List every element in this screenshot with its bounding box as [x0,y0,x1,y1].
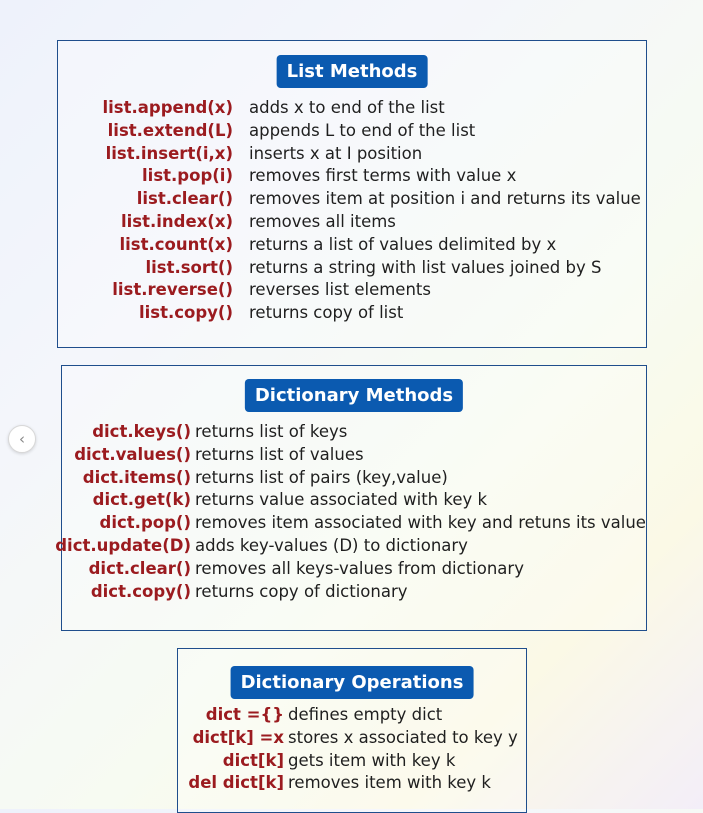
method-row [58,256,646,279]
method-row [178,749,526,772]
dictionary-methods-title: Dictionary Methods [245,379,463,412]
method-description: defines empty dict [288,705,443,724]
method-row [58,142,646,165]
method-name: list.sort() [145,257,233,277]
method-row [178,726,526,749]
list-methods-title: List Methods [277,55,428,88]
method-name: dict.clear() [88,558,191,578]
method-row [178,771,526,794]
method-name: list.copy() [138,303,233,323]
method-name: del dict[k] [188,773,284,793]
method-row [62,488,646,511]
method-description: inserts x at I position [249,143,423,163]
method-row [58,164,646,187]
method-name: list.clear() [136,189,233,209]
method-row [62,557,646,580]
method-description: gets item with key k [288,750,456,770]
method-row [178,703,526,726]
method-row [58,301,646,324]
method-name: dict.pop() [99,513,191,533]
dictionary-operations-title: Dictionary Operations [231,666,474,699]
method-description: returns list of pairs (key,value) [195,467,448,487]
method-name: dict[k] [222,750,284,770]
list-methods-card [57,40,647,348]
method-description: removes all keys-values from dictionary [195,558,524,578]
method-description: removes item at position i and returns its value [249,189,641,209]
method-description: returns list of keys [195,422,348,441]
method-description: reverses list elements [249,280,431,300]
method-description: stores x associated to key y [288,727,518,747]
chevron-left-icon[interactable]: ‹ [8,425,36,453]
method-row [58,96,646,119]
method-name: dict.items() [82,467,191,487]
method-description: removes item with key k [288,773,491,793]
method-description: adds key-values (D) to dictionary [195,536,468,555]
method-name: list.pop(i) [142,166,233,186]
dictionary-operations-card [177,648,527,813]
method-row [62,420,646,443]
method-name: dict.copy() [90,581,191,601]
method-row [62,466,646,489]
method-description: returns a list of values delimited by x [249,234,557,254]
method-row [58,233,646,256]
method-row [62,443,646,466]
method-row [58,278,646,301]
method-description: returns copy of dictionary [195,581,408,601]
method-row [55,534,646,557]
method-description: removes all items [249,212,396,231]
method-name: dict.get(k) [92,490,191,510]
method-row [58,119,646,142]
dictionary-methods-card [55,365,647,631]
method-name: list.insert(i,x) [105,143,233,163]
method-row [62,580,646,603]
method-row [58,187,646,210]
method-name: dict.update(D) [55,536,191,555]
method-description: adds x to end of the list [249,98,445,117]
method-description: returns a string with list values joined by S [249,257,602,277]
method-description: removes item associated with key and retuns its value [195,513,646,533]
method-name: list.index(x) [120,212,233,231]
method-description: returns value associated with key k [195,490,488,510]
method-description: removes first terms with value x [249,166,517,186]
method-name: list.count(x) [119,234,233,254]
method-name: list.append(x) [102,98,233,117]
method-name: dict.keys() [92,422,191,441]
method-name: list.reverse() [112,280,233,300]
method-description: returns copy of list [249,303,404,323]
method-name: list.extend(L) [107,120,233,140]
method-name: dict.values() [74,444,191,464]
method-row [62,511,646,534]
method-name: dict ={} [205,705,284,724]
method-name: dict[k] =x [192,727,284,747]
method-description: appends L to end of the list [249,120,476,140]
method-description: returns list of values [195,444,364,464]
method-row [58,210,646,233]
